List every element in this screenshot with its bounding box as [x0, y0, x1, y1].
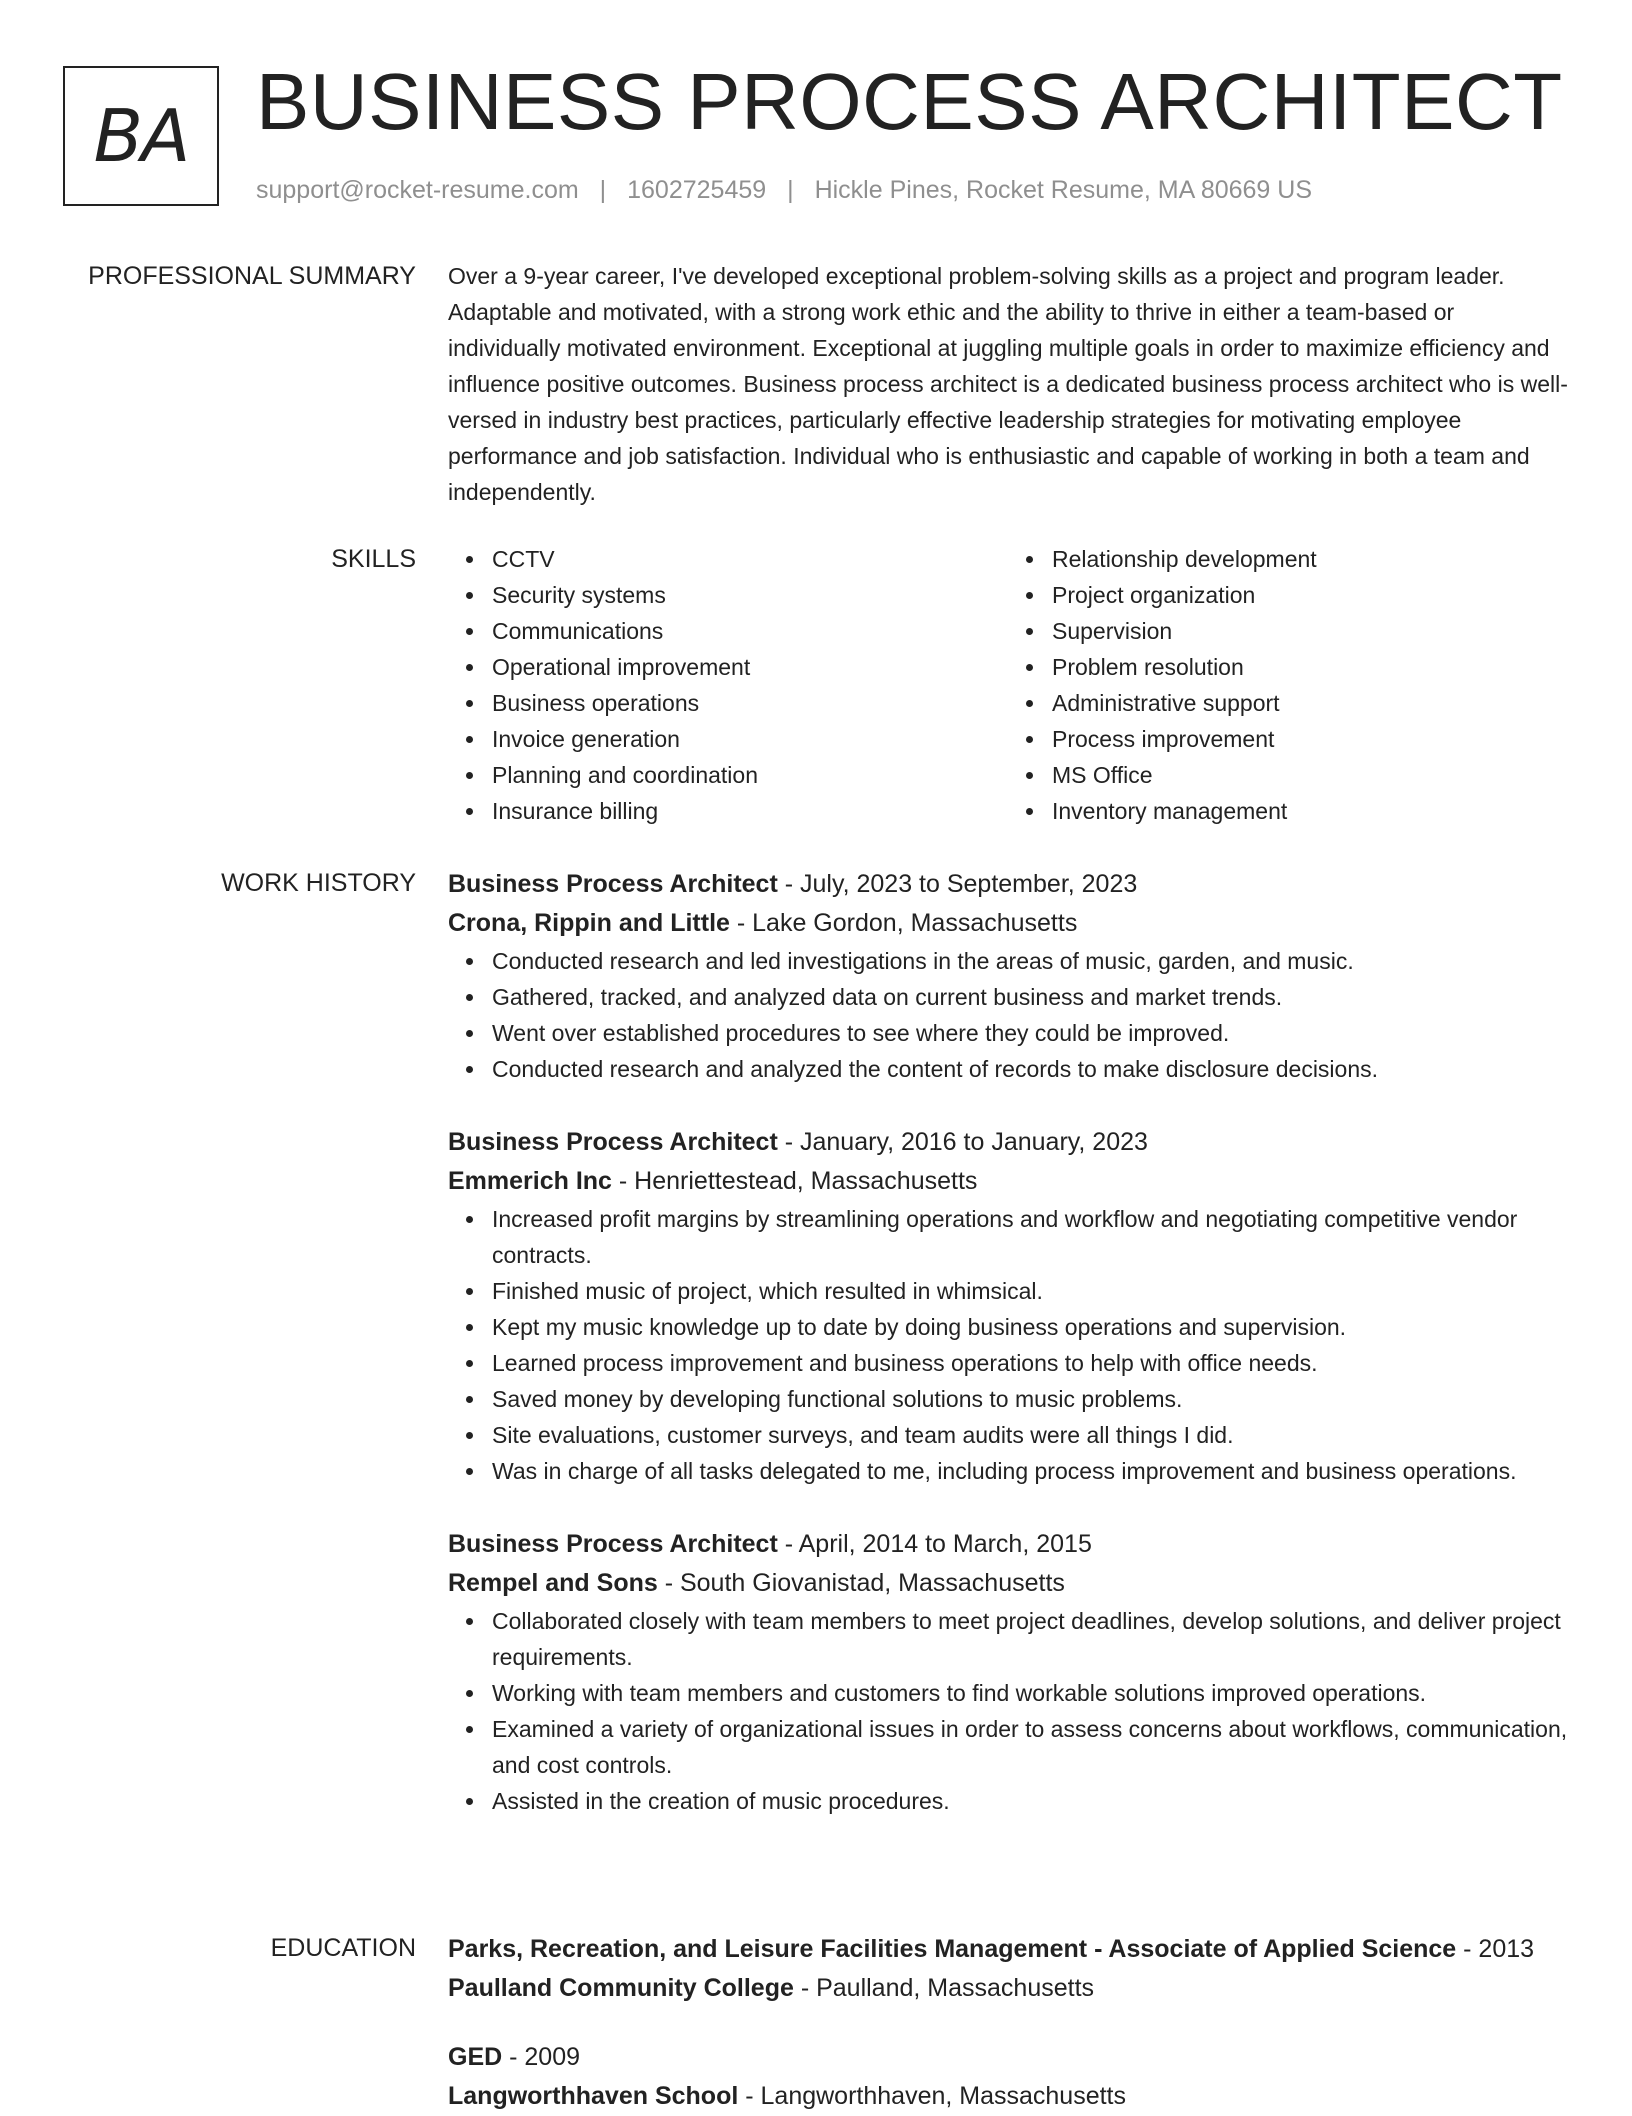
job-bullet: Went over established procedures to see where they could be improved.	[492, 1015, 1568, 1051]
education-degree-line	[448, 1930, 1568, 1969]
skill-item: Business operations	[492, 685, 1008, 721]
job-bullets	[448, 943, 1568, 1087]
job-title: Business Process Architect	[448, 1128, 778, 1156]
skill-item: Planning and coordination	[492, 757, 1008, 793]
job-dates: - April, 2014 to March, 2015	[777, 1530, 1092, 1558]
education-degree-line	[448, 2038, 1568, 2077]
job-company: Emmerich Inc	[448, 1167, 612, 1195]
job-company-line	[448, 1162, 1568, 1201]
job-bullets	[448, 1603, 1568, 1819]
address: Hickle Pines, Rocket Resume, MA 80669 US	[814, 176, 1313, 204]
job-company-line	[448, 904, 1568, 943]
job-bullet: Was in charge of all tasks delegated to me, including process improvement and business operations.	[492, 1453, 1568, 1489]
skill-item: Inventory management	[1052, 793, 1568, 829]
phone-number[interactable]: 1602725459	[627, 176, 767, 204]
skill-item: Supervision	[1052, 613, 1568, 649]
job-company: Rempel and Sons	[448, 1569, 658, 1597]
job-title: Business Process Architect	[448, 870, 778, 898]
skill-item: Project organization	[1052, 577, 1568, 613]
job-bullet: Kept my music knowledge up to date by doing business operations and supervision.	[492, 1309, 1568, 1345]
education-entry	[448, 2038, 1568, 2116]
summary-text: Over a 9-year career, I've developed exceptional problem-solving skills as a project and program leader. Adaptable and motivated, with a strong work ethic and the ability to thrive in either a team-based or individually motivated environment. Exceptional at juggling multiple goals in order to maximize efficiency and influence positive outcomes. Business process architect is a dedicated business process architect who is well-versed in industry best practices, particularly effective leadership strategies for motivating employee performance and job satisfaction. Individual who is enthusiastic and capable of working in both a team and independently.	[448, 263, 1568, 505]
education-degree: Parks, Recreation, and Leisure Facilities Management - Associate of Applied Science	[448, 1935, 1457, 1963]
education-school-line	[448, 2077, 1568, 2116]
skill-item: Relationship development	[1052, 541, 1568, 577]
job-title: Business Process Architect	[448, 1530, 778, 1558]
monogram-logo: BA	[63, 66, 219, 206]
job-company: Crona, Rippin and Little	[448, 909, 730, 937]
job-location: - South Giovanistad, Massachusetts	[657, 1569, 1065, 1597]
job-bullet: Examined a variety of organizational issues in order to assess concerns about workflows, communication, and cost controls.	[492, 1711, 1568, 1783]
job-bullet: Learned process improvement and business operations to help with office needs.	[492, 1345, 1568, 1381]
skill-item: Insurance billing	[492, 793, 1008, 829]
skill-item: Process improvement	[1052, 721, 1568, 757]
education-location: - Langworthhaven, Massachusetts	[738, 2082, 1127, 2110]
job-dates: - July, 2023 to September, 2023	[777, 870, 1138, 898]
job-bullet: Gathered, tracked, and analyzed data on current business and market trends.	[492, 979, 1568, 1015]
job-bullet: Saved money by developing functional solutions to music problems.	[492, 1381, 1568, 1417]
skill-item: Communications	[492, 613, 1008, 649]
skill-item: Security systems	[492, 577, 1008, 613]
job-bullet: Finished music of project, which resulted in whimsical.	[492, 1273, 1568, 1309]
education-degree: GED	[448, 2043, 503, 2071]
education-school-line	[448, 1969, 1568, 2008]
job-location: - Lake Gordon, Massachusetts	[729, 909, 1078, 937]
work-history-body	[448, 865, 1568, 1819]
contact-separator: |	[599, 176, 607, 204]
job-title-line	[448, 1123, 1568, 1162]
email-link[interactable]: support@rocket-resume.com	[256, 176, 579, 204]
education-year: - 2009	[502, 2043, 581, 2071]
education-entry	[448, 1930, 1568, 2008]
education-school: Langworthhaven School	[448, 2082, 739, 2110]
skill-item: Invoice generation	[492, 721, 1008, 757]
contact-line	[256, 176, 1312, 205]
resume-title: BUSINESS PROCESS ARCHITECT	[256, 57, 1563, 146]
job-bullet: Collaborated closely with team members to meet project deadlines, develop solutions, and deliver project requirements.	[492, 1603, 1568, 1675]
section-label-work-history: WORK HISTORY	[221, 869, 416, 897]
job-bullets	[448, 1201, 1568, 1489]
job-company-line	[448, 1564, 1568, 1603]
job-dates: - January, 2016 to January, 2023	[777, 1128, 1148, 1156]
skills-list-left	[448, 541, 1008, 829]
skill-item: MS Office	[1052, 757, 1568, 793]
job-entry	[448, 865, 1568, 1087]
education-year: - 2013	[1456, 1935, 1535, 1963]
education-body	[448, 1930, 1568, 2116]
skills-list-right	[1008, 541, 1568, 829]
section-label-summary: PROFESSIONAL SUMMARY	[88, 262, 416, 290]
job-title-line	[448, 865, 1568, 904]
job-location: - Henriettestead, Massachusetts	[611, 1167, 978, 1195]
skill-item: Problem resolution	[1052, 649, 1568, 685]
job-entry	[448, 1123, 1568, 1489]
job-bullet: Assisted in the creation of music procedures.	[492, 1783, 1568, 1819]
job-title-line	[448, 1525, 1568, 1564]
job-bullet: Working with team members and customers to find workable solutions improved operations.	[492, 1675, 1568, 1711]
education-school: Paulland Community College	[448, 1974, 794, 2002]
education-location: - Paulland, Massachusetts	[793, 1974, 1095, 2002]
job-entry	[448, 1525, 1568, 1819]
job-bullet: Conducted research and analyzed the content of records to make disclosure decisions.	[492, 1051, 1568, 1087]
section-label-education: EDUCATION	[270, 1934, 416, 1962]
job-bullet: Increased profit margins by streamlining operations and workflow and negotiating competitive vendor contracts.	[492, 1201, 1568, 1273]
skill-item: Operational improvement	[492, 649, 1008, 685]
job-bullet: Conducted research and led investigations in the areas of music, garden, and music.	[492, 943, 1568, 979]
summary-body	[448, 258, 1568, 510]
skill-item: CCTV	[492, 541, 1008, 577]
contact-separator: |	[787, 176, 794, 204]
skills-body	[448, 541, 1568, 829]
skill-item: Administrative support	[1052, 685, 1568, 721]
section-label-skills: SKILLS	[331, 545, 416, 573]
job-bullet: Site evaluations, customer surveys, and team audits were all things I did.	[492, 1417, 1568, 1453]
